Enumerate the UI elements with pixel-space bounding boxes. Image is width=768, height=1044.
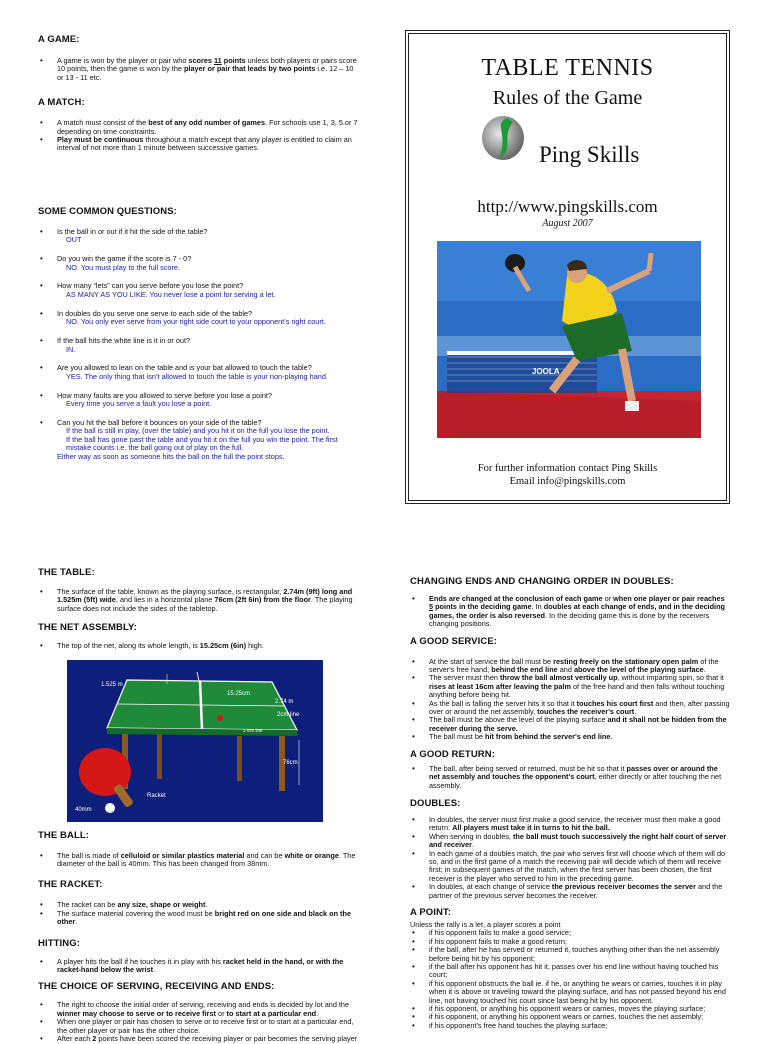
point-list [410,929,730,1030]
cover-title: TABLE TENNIS [481,55,654,81]
list-item: • The ball must be above the level of the playing surface and it shall not be hidden from the receiver during the serve. [410,716,730,733]
table-heading: THE TABLE: [38,567,95,578]
list-item: • if his opponent, or anything his opponent wears or carries, moves the playing surface; [410,1005,730,1013]
list-item: • The top of the net, along its whole length, is 15.25cm (6in) high. [38,642,358,650]
list-item: • if his opponent's free hand touches the playing surface; [410,1022,730,1030]
list-item: • A match must consist of the best of any odd number of games. For schools use 1, 3, 5.or 7 depending on time constraints. [38,119,358,136]
list-item: • As the ball is falling the server hits it so that it touches his court first and then, after passing over or around the net assembly, touches the receiver's court. [410,700,730,717]
list-item: • In doubles, at each change of service the previous receiver becomes the server and the partner of the previous server becomes the receiver. [410,883,730,900]
lower-left-column [38,567,358,1044]
cover-brand: Ping Skills [539,142,640,167]
table-diagram [67,660,323,822]
list-item: • The racket can be any size, shape or weight. [38,901,358,909]
diagram-length-label: 2.74 m [275,698,294,705]
list-item: • At the start of service the ball must be resting freely on the stationary open palm of the server's free hand, behind the end line and above the level of the playing surface. [410,658,730,675]
questions-list [38,228,358,461]
question-item: • In doubles do you serve one serve to each side of the table? NO. You only ever serve from your right side court to your opponent’s right court. [38,310,358,327]
cover-contact: For further information contact Ping Skills [477,463,658,474]
game-list [38,57,358,82]
question-item: • Do you win the game if the score is 7 - 0? NO. You must play to the full score. [38,255,358,272]
ping-skills-logo-icon [479,114,531,162]
list-item: • if the ball after his opponent has hit it, passes over his end line without having touched his court; [410,963,730,980]
list-item: • When one player or pair has chosen to serve or to receive first or to start at a particular end, the other player or pair has the other choice. [38,1018,358,1035]
list-item: • The surface of the table, known as the playing surface, is rectangular, 2.74m (9ft) long and 1.525m (5ft) wide, and lies in a horizontal plane 76cm (2ft 6in) from the floor. The playing surface does not include the sides of the tabletop. [38,588,358,613]
cover-panel [408,33,727,501]
ball-list [38,852,358,869]
question-item: • If the ball hits the white line is it in or out? IN. [38,337,358,354]
point-intro: Unless the rally is a let, a player scores a point [410,919,561,929]
net-list [38,642,358,650]
player-photo [437,241,701,438]
choice-heading: THE CHOICE OF SERVING, RECEIVING AND ENDS: [38,981,275,993]
racket-list [38,901,358,926]
list-item: • if the ball, after he has served or returned it, touches anything other than the net assembly before being hit by his opponent; [410,946,730,963]
cover-email[interactable]: Email info@pingskills.com [509,476,626,487]
hitting-heading: HITTING: [38,937,80,949]
list-item: • When serving in doubles, the ball must touch successively the right half court of server and receiver. [410,833,730,850]
game-heading: A GAME: [38,34,80,45]
list-item: • Ends are changed at the conclusion of each game or when one player or pair reaches 5 points in the deciding game. In doubles at each change of ends, and in the deciding games, the order is also reversed. In the deciding game this is done by the receivers changing positions. [410,595,730,629]
list-item: • if his opponent fails to make a good return; [410,938,730,946]
hitting-list [38,958,358,975]
question-item: • How many “lets” can you serve before you lose the point? AS MANY AS YOU LIKE. You never lose a point for serving a let. [38,282,358,299]
question-item: • Is the ball in or out if it hit the side of the table? OUT [38,228,358,245]
list-item: • if his opponent fails to make a good service; [410,929,730,937]
diagram-height-label: 76cm [283,759,298,766]
table-list [38,588,358,613]
list-item: • The right to choose the initial order of serving, receiving and ends is decided by lot and the winner may choose to serve or to receive first or to start at a particular end. [38,1001,358,1018]
ends-heading: CHANGING ENDS AND CHANGING ORDER IN DOUBLES: [410,576,674,587]
list-item: • After each 2 points have been scored the receiving player or pair becomes the serving player [38,1035,358,1043]
match-heading: A MATCH: [38,97,85,109]
question-item: • How many faults are you allowed to serve before you lose a point? Every time you serve a fault you lose a point. [38,392,358,409]
racket-heading: THE RACKET: [38,879,103,891]
diagram-line-label: 2cm line [277,711,300,718]
ends-list [410,595,730,629]
photo-banner-text: JOOLA [532,367,560,376]
doubles-heading: DOUBLES: [410,797,461,809]
doubles-list [410,816,730,900]
list-item: • A game is won by the player or pair who scores 11 points unless both players or pairs score 10 points, then the game is won by the player or pair that leads by two points i.e. 12 – 10 or 13 - 11 etc. [38,57,358,82]
list-item: • In each game of a doubles match, the pair who serves first will choose which of them will do so, and in the first game of a match the receiving pair will decide which of them will receive first; in subsequent games of the match, when the first server has been chosen, the first receiver is the player who served to him in the preceding game. [410,850,730,884]
service-heading: A GOOD SERVICE: [410,635,498,647]
net-heading: THE NET ASSEMBLY: [38,622,137,634]
list-item: • The ball must be hit from behind the server's end line. [410,733,730,741]
service-list [410,658,730,742]
list-item: • The surface material covering the wood must be bright red on one side and black on the other. [38,910,358,927]
ball-heading: THE BALL: [38,829,90,841]
cover-url[interactable]: http://www.pingskills.com [477,197,658,216]
lower-right-column [410,576,730,1030]
diagram-ball-label: 40mm [75,806,92,813]
list-item: • The server must then throw the ball almost vertically up, without imparting spin, so that it rises at least 16cm after leaving the palm of the free hand and then falls without touching anything before being hit. [410,674,730,699]
diagram-racket-label: Racket [147,792,166,799]
question-item: • Can you hit the ball before it bounces on your side of the table? If the ball is still in play, (over the table) and you hit it on the full you lose the point. If the ball has gone past the table and you hit it on the full you win the point. The first mistake counts i.e. the ball going out of play on the full. Either way as soon as someone hits the ball on the full the point stops. [38,419,358,461]
list-item: • Play must be continuous throughout a match except that any player is entitled to claim an interval of not more than 1 minute between successive games. [38,136,358,153]
questions-heading: SOME COMMON QUESTIONS: [38,205,177,217]
diagram-width-label: 1.525 m [101,681,123,688]
list-item: • if his opponent, or anything his opponent wears or carries, touches the net assembly; [410,1013,730,1021]
list-item: • The ball, after being served or returned, must be hit so that it passes over or around the net assembly and touches the opponent's court, either directly or after touching the net assembly. [410,765,730,790]
point-heading: A POINT: [410,906,452,918]
diagram-net-label: 15.25cm [227,690,251,697]
cover-date: August 2007 [542,218,593,229]
question-item: • Are you allowed to lean on the table and is your bat allowed to touch the table? YES. The only thing that isn’t allowed to touch the table is your non-playing hand. [38,364,358,381]
diagram-midline-label: 3 mm line [243,727,263,733]
return-list [410,765,730,790]
choice-list [38,1001,358,1043]
list-item: • The ball is made of celluloid or similar plastics material and can be white or orange. The diameter of the ball is 40mm. This has been changed from 38mm. [38,852,358,869]
left-top-column [38,34,358,472]
list-item: • A player hits the ball if he touches it in play with his racket held in the hand, or with the racket-hand below the wrist. [38,958,358,975]
return-heading: A GOOD RETURN: [410,748,495,760]
list-item: • In doubles, the server must first make a good service, the receiver must then make a good return. All players must take it in turns to hit the ball. [410,816,730,833]
match-list [38,119,358,153]
cover-subtitle: Rules of the Game [492,87,643,109]
list-item: • if his opponent obstructs the ball ie. if he, or anything he wears or carries, touches it in play when it is above or traveling toward the playing surface, and has not passed beyond his end line, not having touched his court since last being hit by his opponent. [410,980,730,1005]
